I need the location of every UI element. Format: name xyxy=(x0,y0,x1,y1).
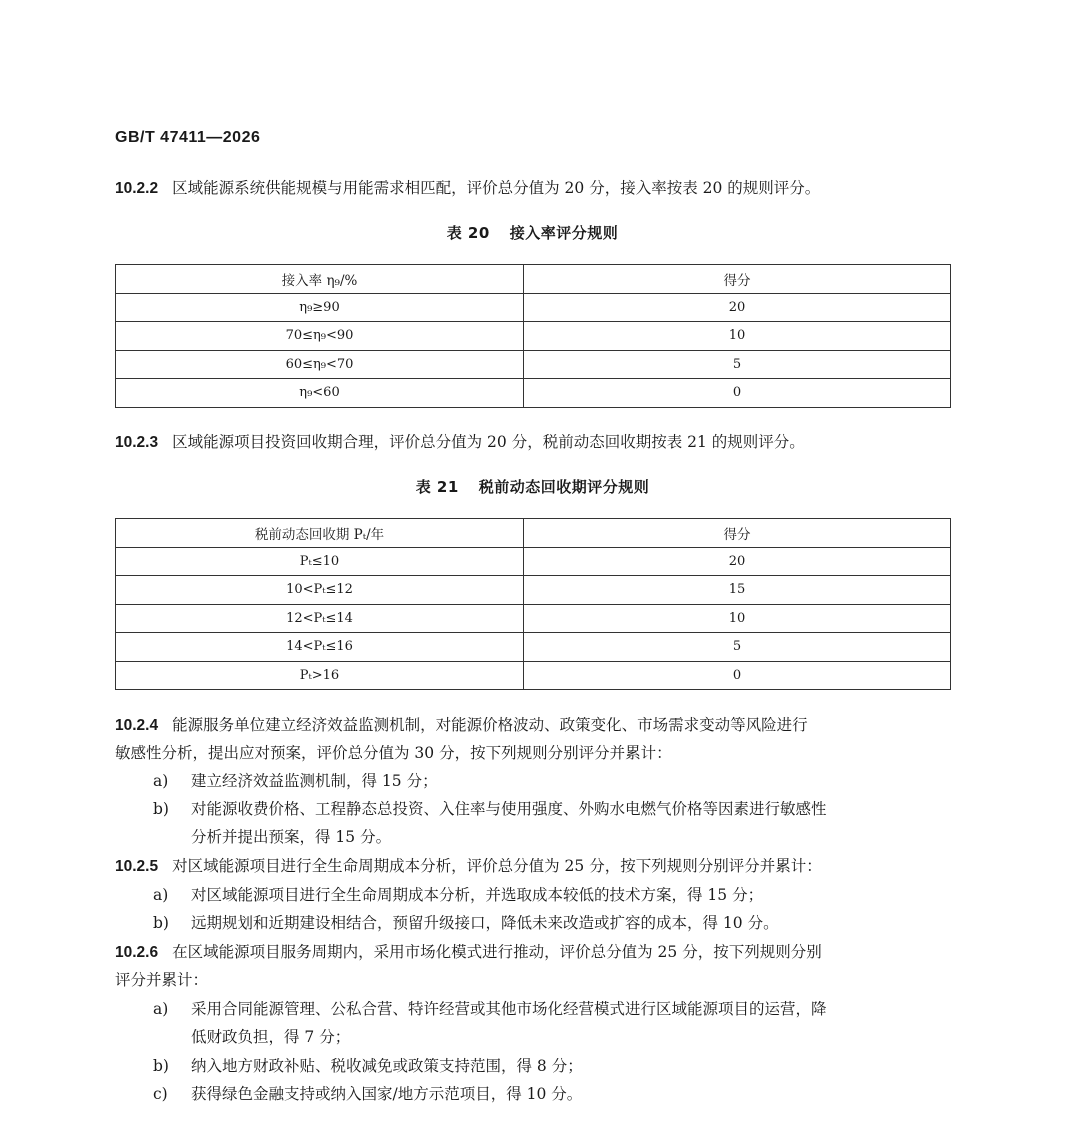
list-item xyxy=(153,767,953,795)
list-item xyxy=(153,909,953,937)
table-row xyxy=(116,633,951,662)
table-row xyxy=(116,379,951,408)
table-row xyxy=(116,350,951,379)
header-cell: 得分 xyxy=(524,519,951,548)
clause-text: 区域能源项目投资回收期合理，评价总分值为 20 分，税前动态回收期按表 21 的规则评分。 xyxy=(172,433,805,451)
standard-id: GB/T 47411—2026 xyxy=(115,129,261,146)
table-number: 表 21 xyxy=(415,478,459,496)
table-cell: 5 xyxy=(524,633,951,662)
table-row xyxy=(116,293,951,322)
list-item xyxy=(153,995,953,1023)
clause-10-2-3 xyxy=(115,428,955,457)
item-text-continued: 分析并提出预案，得 15 分。 xyxy=(191,828,392,846)
table-cell: 10<Pₜ≤12 xyxy=(116,576,524,605)
table-header-row xyxy=(116,265,951,294)
item-text: 建立经济效益监测机制，得 15 分； xyxy=(191,772,438,790)
item-text-continued: 低财政负担，得 7 分； xyxy=(191,1028,351,1046)
list-item xyxy=(153,795,953,823)
table-row xyxy=(116,576,951,605)
table-cell: 70≤η₉<90 xyxy=(116,322,524,351)
clause-number: 10.2.4 xyxy=(115,717,159,734)
table-number: 表 20 xyxy=(446,224,490,242)
table-caption: 接入率评分规则 xyxy=(509,224,619,242)
clause-number: 10.2.5 xyxy=(115,858,159,875)
table-cell: 15 xyxy=(524,576,951,605)
clause-number: 10.2.2 xyxy=(115,180,159,197)
item-text: 获得绿色金融支持或纳入国家/地方示范项目，得 10 分。 xyxy=(191,1085,583,1103)
header-cell: 税前动态回收期 Pₜ/年 xyxy=(116,519,524,548)
clause-text: 区域能源系统供能规模与用能需求相匹配，评价总分值为 20 分，接入率按表 20 的规则评分。 xyxy=(172,179,821,197)
item-text: 纳入地方财政补贴、税收减免或政策支持范围，得 8 分； xyxy=(191,1057,583,1075)
clause-10-2-2 xyxy=(115,174,955,203)
clause-text-continued: 敏感性分析，提出应对预案，评价总分值为 30 分，按下列规则分别评分并累计： xyxy=(115,744,672,762)
list-item xyxy=(153,1080,953,1108)
table-header-row xyxy=(116,519,951,548)
clause-number: 10.2.6 xyxy=(115,944,159,961)
list-item xyxy=(153,1052,953,1080)
table-row xyxy=(116,604,951,633)
table-row xyxy=(116,547,951,576)
table-cell: 0 xyxy=(524,379,951,408)
table-cell: Pₜ>16 xyxy=(116,661,524,690)
clause-number: 10.2.3 xyxy=(115,434,159,451)
item-label: a) xyxy=(153,1000,169,1018)
clause-10-2-5 xyxy=(115,852,955,881)
table-cell: η₉<60 xyxy=(116,379,524,408)
header-cell: 接入率 η₉/% xyxy=(116,265,524,294)
table-21-title xyxy=(115,476,950,497)
clause-text: 对区域能源项目进行全生命周期成本分析，评价总分值为 25 分，按下列规则分别评分并累计： xyxy=(172,857,822,875)
clause-10-2-4 xyxy=(115,711,955,740)
table-20 xyxy=(115,264,951,408)
table-21 xyxy=(115,518,951,690)
list-item xyxy=(153,881,953,909)
clause-text-continued: 评分并累计： xyxy=(115,971,209,989)
table-cell: 0 xyxy=(524,661,951,690)
clause-10-2-6 xyxy=(115,938,955,967)
clause-text: 能源服务单位建立经济效益监测机制，对能源价格波动、政策变化、市场需求变动等风险进行 xyxy=(172,716,808,734)
table-cell: 20 xyxy=(524,293,951,322)
item-label: c) xyxy=(153,1085,168,1103)
item-label: a) xyxy=(153,886,169,904)
table-cell: 14<Pₜ≤16 xyxy=(116,633,524,662)
table-cell: Pₜ≤10 xyxy=(116,547,524,576)
table-cell: 5 xyxy=(524,350,951,379)
item-label: b) xyxy=(153,800,169,818)
table-row xyxy=(116,322,951,351)
table-cell: 10 xyxy=(524,322,951,351)
table-cell: 60≤η₉<70 xyxy=(116,350,524,379)
table-cell: 12<Pₜ≤14 xyxy=(116,604,524,633)
item-label: b) xyxy=(153,1057,169,1075)
table-row xyxy=(116,661,951,690)
item-label: a) xyxy=(153,772,169,790)
item-label: b) xyxy=(153,914,169,932)
item-text: 对区域能源项目进行全生命周期成本分析，并选取成本较低的技术方案，得 15 分； xyxy=(191,886,764,904)
item-text: 远期规划和近期建设相结合，预留升级接口，降低未来改造或扩容的成本，得 10 分。 xyxy=(191,914,779,932)
table-caption: 税前动态回收期评分规则 xyxy=(478,478,650,496)
clause-text: 在区域能源项目服务周期内，采用市场化模式进行推动，评价总分值为 25 分，按下列规则分别 xyxy=(172,943,822,961)
table-cell: 10 xyxy=(524,604,951,633)
item-text: 采用合同能源管理、公私合营、特许经营或其他市场化经营模式进行区域能源项目的运营，降 xyxy=(191,1000,827,1018)
table-cell: η₉≥90 xyxy=(116,293,524,322)
header-cell: 得分 xyxy=(524,265,951,294)
item-text: 对能源收费价格、工程静态总投资、入住率与使用强度、外购水电燃气价格等因素进行敏感性 xyxy=(191,800,827,818)
table-cell: 20 xyxy=(524,547,951,576)
table-20-title xyxy=(115,222,950,243)
